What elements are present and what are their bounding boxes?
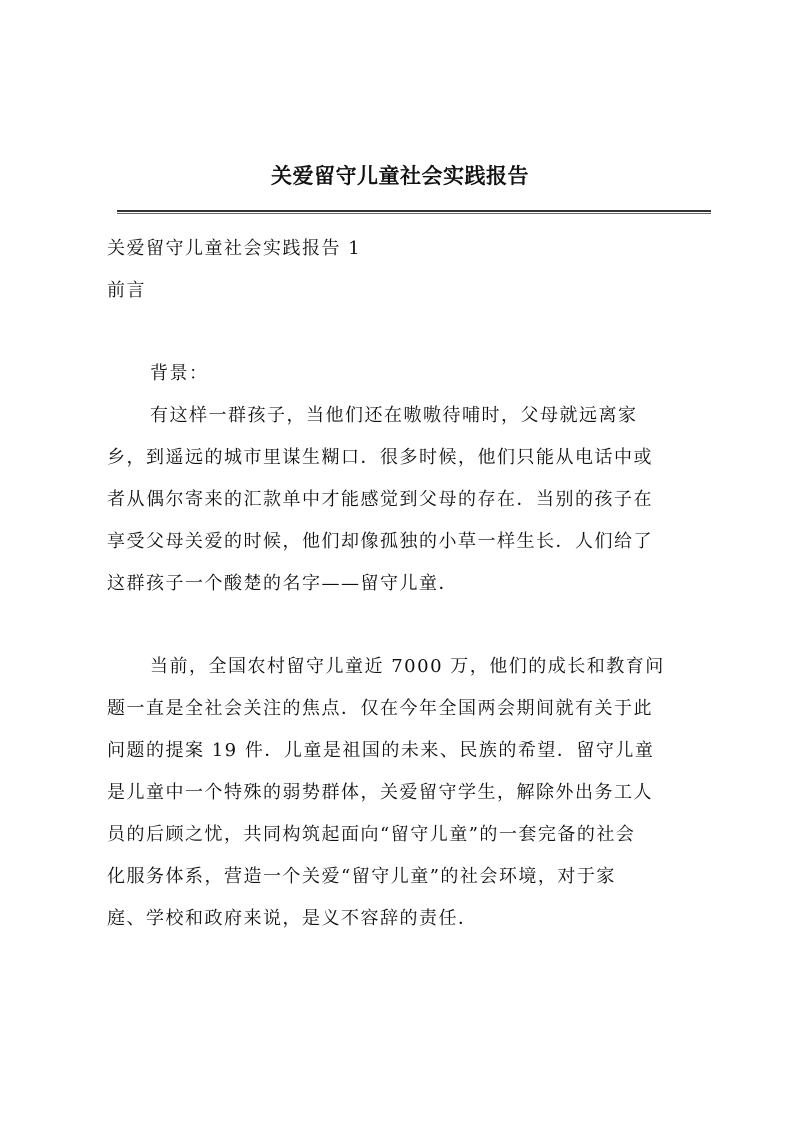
paragraph-1-line: 有这样一群孩子，当他们还在嗷嗷待哺时，父母就远离家 bbox=[150, 405, 638, 426]
paragraph-2-line: 化服务体系，营造一个关爱“留守儿童”的社会环境，对于家 bbox=[107, 866, 616, 887]
paragraph-2-line: 题一直是全社会关注的焦点．仅在今年全国两会期间就有关于此 bbox=[107, 698, 653, 719]
paragraph-2-line: 是儿童中一个特殊的弱势群体，关爱留守学生，解除外出务工人 bbox=[107, 782, 653, 803]
paragraph-1-line: 享受父母关爱的时候，他们却像孤独的小草一样生长．人们给了 bbox=[107, 531, 653, 552]
document-title: 关爱留守儿童社会实践报告 bbox=[271, 163, 529, 188]
preface-heading: 前言 bbox=[107, 280, 146, 301]
paragraph-1-line: 者从偶尔寄来的汇款单中才能感觉到父母的存在．当别的孩子在 bbox=[107, 489, 653, 510]
paragraph-1-line: 这群孩子一个酸楚的名字——留守儿童． bbox=[107, 573, 458, 594]
paragraph-2-line: 当前，全国农村留守儿童近 7000 万，他们的成长和教育问 bbox=[150, 656, 665, 677]
paragraph-2-line: 问题的提案 19 件．儿童是祖国的未来、民族的希望．留守儿童 bbox=[107, 740, 655, 761]
background-label: 背景： bbox=[150, 363, 209, 384]
title-divider bbox=[117, 210, 711, 214]
report-subtitle: 关爱留守儿童社会实践报告 1 bbox=[107, 238, 362, 259]
paragraph-2-line: 员的后顾之忧，共同构筑起面向“留守儿童”的一套完备的社会 bbox=[107, 824, 636, 845]
paragraph-1-line: 乡，到遥远的城市里谋生糊口．很多时候，他们只能从电话中或 bbox=[107, 447, 653, 468]
paragraph-2-line: 庭、学校和政府来说，是义不容辞的责任． bbox=[107, 908, 478, 929]
